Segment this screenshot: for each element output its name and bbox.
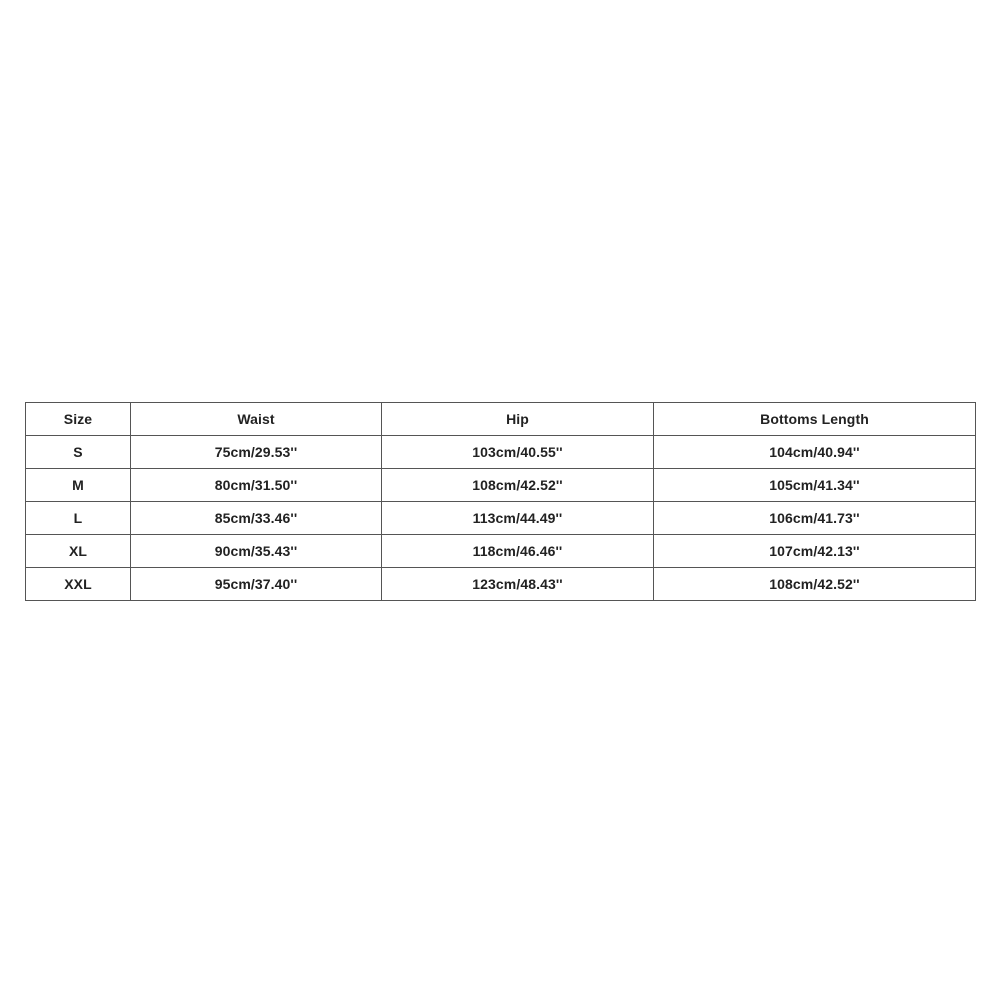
- cell-bottoms-length: 106cm/41.73'': [654, 502, 976, 535]
- table-row: [26, 568, 976, 601]
- cell-waist: 90cm/35.43'': [131, 535, 382, 568]
- cell-size: L: [26, 502, 131, 535]
- cell-size: M: [26, 469, 131, 502]
- cell-hip: 108cm/42.52'': [382, 469, 654, 502]
- table-row: [26, 436, 976, 469]
- cell-hip: 103cm/40.55'': [382, 436, 654, 469]
- cell-bottoms-length: 104cm/40.94'': [654, 436, 976, 469]
- table-row: [26, 502, 976, 535]
- cell-size: S: [26, 436, 131, 469]
- size-chart-table: [25, 402, 976, 601]
- header-bottoms-length: Bottoms Length: [654, 403, 976, 436]
- cell-size: XL: [26, 535, 131, 568]
- cell-hip: 123cm/48.43'': [382, 568, 654, 601]
- cell-waist: 75cm/29.53'': [131, 436, 382, 469]
- cell-size: XXL: [26, 568, 131, 601]
- header-size: Size: [26, 403, 131, 436]
- table-header-row: [26, 403, 976, 436]
- cell-waist: 85cm/33.46'': [131, 502, 382, 535]
- cell-bottoms-length: 105cm/41.34'': [654, 469, 976, 502]
- table-row: [26, 469, 976, 502]
- cell-hip: 113cm/44.49'': [382, 502, 654, 535]
- cell-hip: 118cm/46.46'': [382, 535, 654, 568]
- header-waist: Waist: [131, 403, 382, 436]
- cell-bottoms-length: 107cm/42.13'': [654, 535, 976, 568]
- cell-waist: 95cm/37.40'': [131, 568, 382, 601]
- cell-waist: 80cm/31.50'': [131, 469, 382, 502]
- cell-bottoms-length: 108cm/42.52'': [654, 568, 976, 601]
- header-hip: Hip: [382, 403, 654, 436]
- table-row: [26, 535, 976, 568]
